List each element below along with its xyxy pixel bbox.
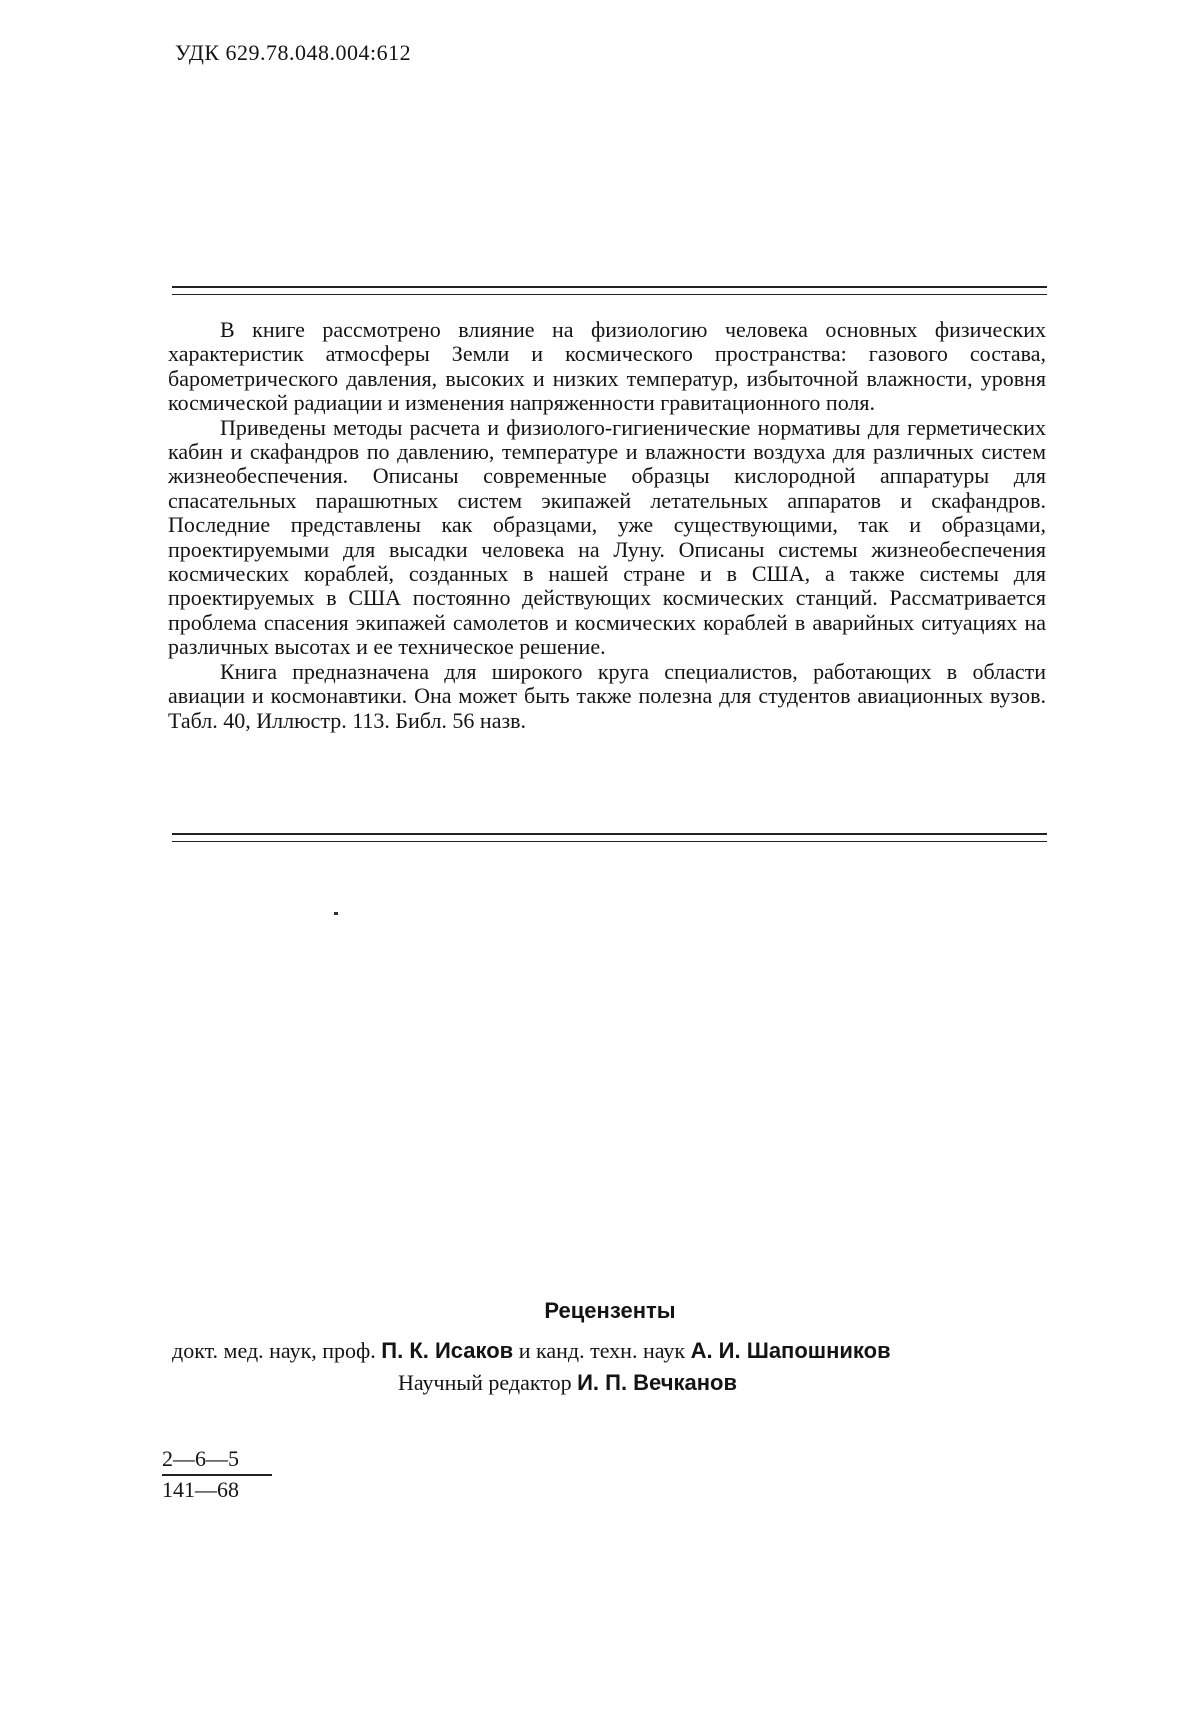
index-code-numerator: 2—6—5 (162, 1446, 272, 1476)
reviewer-1-credentials: докт. мед. наук, проф. (172, 1338, 376, 1363)
bottom-divider (172, 833, 1047, 835)
abstract (168, 318, 1046, 733)
index-code (162, 1446, 272, 1503)
print-speck (334, 912, 338, 915)
top-divider-secondary (172, 294, 1047, 295)
index-code-denominator: 141—68 (162, 1477, 239, 1502)
editor-name: И. П. Вечканов (577, 1370, 738, 1395)
bottom-divider-secondary (172, 841, 1047, 842)
reviewer-1-name: П. К. Исаков (381, 1338, 514, 1363)
reviewers-line (172, 1338, 891, 1364)
editor-label: Научный редактор (398, 1370, 572, 1395)
editor-line (398, 1370, 737, 1396)
reviewers-title: Рецензенты (544, 1298, 676, 1323)
top-divider (172, 286, 1047, 288)
reviewer-2-name: А. И. Шапошников (690, 1338, 891, 1363)
reviewer-2-credentials: и канд. техн. наук (518, 1338, 686, 1363)
reviewers-block (0, 1298, 1200, 1395)
abstract-paragraph-1: В книге рассмотрено влияние на физиологию человека основных физических характеристик атмосферы Земли и космического пространства: газового состава, барометрического давления, высоких и низких температур, избыточной влажности, уровня космической радиации и изменения напряженности гравитационного поля. (168, 317, 1046, 416)
abstract-paragraph-2: Приведены методы расчета и физиолого-гигиенические нормативы для герметических кабин и скафандров по давлению, температуре и влажности воздуха для различных систем жизнеобеспечения. Описаны современные образцы кислородной аппаратуры для спасательных парашютных систем экипажей летательных аппаратов и скафандров. Последние представлены как образцами, уже существующими, так и образцами, проектируемыми для высадки человека на Луну. Описаны системы жизнеобеспечения космических кораблей, созданных в нашей стране и в США, а также системы для проектируемых в США постоянно действующих космических станций. Рассматривается проблема спасения экипажей самолетов и космических кораблей в аварийных ситуациях на различных высотах и ее техническое решение. (168, 414, 1046, 660)
udc-code: УДК 629.78.048.004:612 (175, 40, 412, 65)
abstract-paragraph-3: Книга предназначена для широкого круга специалистов, работающих в области авиации и космонавтики. Она может быть также полезна для студентов авиационных вузов. Табл. 40, Иллюстр. 113. Библ. 56 назв. (168, 658, 1046, 733)
